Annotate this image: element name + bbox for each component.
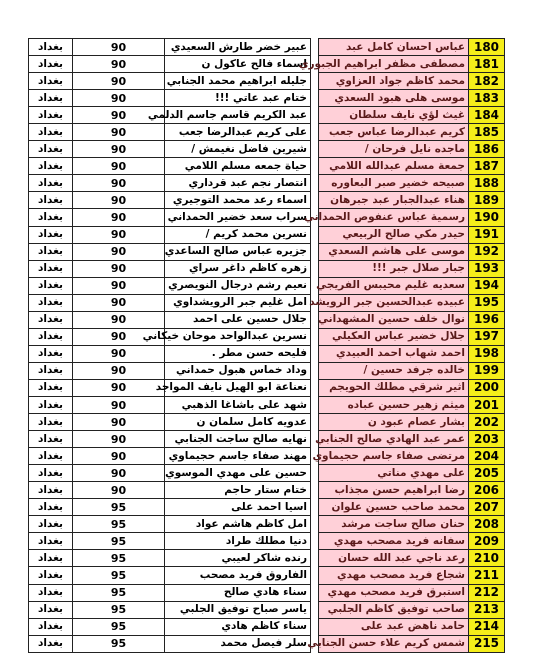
city-cell: بغداد — [29, 635, 73, 652]
city-cell: بغداد — [29, 56, 73, 73]
score-cell: 90 — [73, 294, 165, 311]
row-number-cell: 188 — [469, 175, 505, 192]
score-cell: 90 — [73, 379, 165, 396]
city-cell: بغداد — [29, 516, 73, 533]
table-row — [29, 362, 505, 379]
table-row — [29, 516, 505, 533]
city-cell: بغداد — [29, 294, 73, 311]
name-cell: محمد كاظم جواد العزاوي — [319, 73, 469, 90]
parent-name-cell: اسماء رعد محمد التوجيري — [165, 192, 311, 209]
parent-name-cell: مهند صفاء جاسم حجيماوي — [165, 448, 311, 465]
parent-name-cell: نعناعة ابو الهيل نايف المواجد — [165, 379, 311, 396]
score-cell: 90 — [73, 39, 165, 56]
score-cell: 90 — [73, 192, 165, 209]
table-row — [29, 533, 505, 550]
score-cell: 90 — [73, 431, 165, 448]
table-row — [29, 618, 505, 635]
parent-name-cell: جلال حسين على احمد — [165, 311, 311, 328]
name-cell: عمر عبد الهادي صالح الجنابي — [319, 431, 469, 448]
column-gap — [311, 567, 319, 584]
table-row — [29, 328, 505, 345]
row-number-cell: 214 — [469, 618, 505, 635]
score-cell: 90 — [73, 73, 165, 90]
parent-name-cell: حياة جمعه مسلم اللامي — [165, 158, 311, 175]
table-row — [29, 448, 505, 465]
city-cell: بغداد — [29, 192, 73, 209]
row-number-cell: 192 — [469, 243, 505, 260]
parent-name-cell: سراب سعد خضير الحمداني — [165, 209, 311, 226]
score-cell: 90 — [73, 260, 165, 277]
city-cell: بغداد — [29, 550, 73, 567]
score-cell: 90 — [73, 396, 165, 413]
score-cell: 95 — [73, 567, 165, 584]
city-cell: بغداد — [29, 328, 73, 345]
name-cell: شمس كريم علاء حسن الجنابي — [319, 635, 469, 652]
parent-name-cell: نسرين عبدالواحد موحان خيكاني — [165, 328, 311, 345]
name-cell: محمد صاحب حسين علوان — [319, 499, 469, 516]
row-number-cell: 185 — [469, 124, 505, 141]
row-number-cell: 213 — [469, 601, 505, 618]
column-gap — [311, 90, 319, 107]
city-cell: بغداد — [29, 482, 73, 499]
city-cell: بغداد — [29, 141, 73, 158]
table-row — [29, 277, 505, 294]
column-gap — [311, 243, 319, 260]
parent-name-cell: عبد الكريم قاسم جاسم الدلمي — [165, 107, 311, 124]
column-gap — [311, 414, 319, 431]
row-number-cell: 184 — [469, 107, 505, 124]
row-number-cell: 201 — [469, 396, 505, 413]
city-cell: بغداد — [29, 431, 73, 448]
column-gap — [311, 533, 319, 550]
table-row — [29, 482, 505, 499]
name-cell: سعديه غليم محيبس الفريجي — [319, 277, 469, 294]
parent-name-cell: نسرين محمد كريم / — [165, 226, 311, 243]
score-cell: 90 — [73, 209, 165, 226]
column-gap — [311, 516, 319, 533]
parent-name-cell: على كريم عبدالرضا جعب — [165, 124, 311, 141]
column-gap — [311, 124, 319, 141]
row-number-cell: 195 — [469, 294, 505, 311]
name-cell: مرتضى صفاء جاسم حجيماوي — [319, 448, 469, 465]
score-cell: 90 — [73, 311, 165, 328]
parent-name-cell: امل غليم جبر الرويشداوي — [165, 294, 311, 311]
row-number-cell: 193 — [469, 260, 505, 277]
name-cell: عبيده عبدالحسين جبر الرويشد — [319, 294, 469, 311]
city-cell: بغداد — [29, 379, 73, 396]
row-number-cell: 202 — [469, 414, 505, 431]
parent-name-cell: سناء هادي صالح — [165, 584, 311, 601]
parent-name-cell: نعيم رشم درجال النويصري — [165, 277, 311, 294]
name-cell: رضا ابراهيم حسن مجذاب — [319, 482, 469, 499]
row-number-cell: 200 — [469, 379, 505, 396]
parent-name-cell: انتصار نجم عبد قرداري — [165, 175, 311, 192]
city-cell: بغداد — [29, 277, 73, 294]
name-cell: جبار صلال جبر !!! — [319, 260, 469, 277]
name-cell: ميثم زهير حسين عباده — [319, 396, 469, 413]
city-cell: بغداد — [29, 414, 73, 431]
parent-name-cell: فليحه حسن مطر . — [165, 345, 311, 362]
parent-name-cell: عبير خضر طارش السعيدي — [165, 39, 311, 56]
name-cell: رسمية عباس عنفوص الحمداني — [319, 209, 469, 226]
name-cell: ماجده نايل فرحان / — [319, 141, 469, 158]
city-cell: بغداد — [29, 107, 73, 124]
column-gap — [311, 379, 319, 396]
table-row — [29, 90, 505, 107]
column-gap — [311, 482, 319, 499]
column-gap — [311, 226, 319, 243]
table-row — [29, 56, 505, 73]
row-number-cell: 199 — [469, 362, 505, 379]
row-number-cell: 196 — [469, 311, 505, 328]
score-cell: 95 — [73, 584, 165, 601]
name-cell: اثير شرقي مطلك الحويجم — [319, 379, 469, 396]
name-cell: جمعة مسلم عبدالله اللامي — [319, 158, 469, 175]
score-cell: 90 — [73, 277, 165, 294]
column-gap — [311, 584, 319, 601]
score-cell: 95 — [73, 550, 165, 567]
table-row — [29, 243, 505, 260]
city-cell: بغداد — [29, 226, 73, 243]
row-number-cell: 205 — [469, 465, 505, 482]
score-cell: 95 — [73, 601, 165, 618]
name-cell: رعد ناجي عبد الله حسان — [319, 550, 469, 567]
table-row — [29, 396, 505, 413]
table-row — [29, 431, 505, 448]
name-cell: صاحب توفيق كاظم الجلبي — [319, 601, 469, 618]
parent-name-cell: عدويه كامل سلمان ن — [165, 414, 311, 431]
name-cell: غيث لؤي نايف سلطان — [319, 107, 469, 124]
row-number-cell: 190 — [469, 209, 505, 226]
score-cell: 95 — [73, 618, 165, 635]
table-row — [29, 499, 505, 516]
score-cell: 95 — [73, 499, 165, 516]
column-gap — [311, 107, 319, 124]
row-number-cell: 203 — [469, 431, 505, 448]
row-number-cell: 191 — [469, 226, 505, 243]
data-sheet — [28, 38, 504, 653]
table-row — [29, 601, 505, 618]
table-row — [29, 39, 505, 56]
score-cell: 90 — [73, 124, 165, 141]
row-number-cell: 197 — [469, 328, 505, 345]
column-gap — [311, 39, 319, 56]
column-gap — [311, 618, 319, 635]
table-row — [29, 175, 505, 192]
column-gap — [311, 345, 319, 362]
parent-name-cell: اسماء فالح عاكول ن — [165, 56, 311, 73]
parent-name-cell: رنده شاكر لعيبي — [165, 550, 311, 567]
city-cell: بغداد — [29, 396, 73, 413]
city-cell: بغداد — [29, 567, 73, 584]
city-cell: بغداد — [29, 124, 73, 141]
name-cell: حامد ناهض عبد على — [319, 618, 469, 635]
score-cell: 90 — [73, 90, 165, 107]
column-gap — [311, 601, 319, 618]
column-gap — [311, 175, 319, 192]
city-cell: بغداد — [29, 158, 73, 175]
parent-name-cell: جليله ابراهيم محمد الجنابي — [165, 73, 311, 90]
table-row — [29, 260, 505, 277]
column-gap — [311, 158, 319, 175]
row-number-cell: 210 — [469, 550, 505, 567]
score-cell: 90 — [73, 362, 165, 379]
score-cell: 95 — [73, 516, 165, 533]
column-gap — [311, 396, 319, 413]
row-number-cell: 198 — [469, 345, 505, 362]
row-number-cell: 182 — [469, 73, 505, 90]
name-cell: خالده جرفد حسين / — [319, 362, 469, 379]
score-cell: 90 — [73, 107, 165, 124]
column-gap — [311, 465, 319, 482]
city-cell: بغداد — [29, 90, 73, 107]
name-cell: كريم عبدالرضا عباس جعب — [319, 124, 469, 141]
table-row — [29, 107, 505, 124]
parent-name-cell: حسين على مهدي الموسوي — [165, 465, 311, 482]
score-cell: 90 — [73, 328, 165, 345]
name-cell: مصطفى مظفر ابراهيم الجبوري — [319, 56, 469, 73]
table-row — [29, 584, 505, 601]
score-cell: 90 — [73, 465, 165, 482]
name-cell: صبيحه خضير صبر البعاوره — [319, 175, 469, 192]
parent-name-cell: الفاروق فريد مصحب — [165, 567, 311, 584]
parent-name-cell: شيرين فاضل نغيمش / — [165, 141, 311, 158]
score-cell: 90 — [73, 482, 165, 499]
table-row — [29, 567, 505, 584]
table-row — [29, 73, 505, 90]
table-row — [29, 465, 505, 482]
row-number-cell: 186 — [469, 141, 505, 158]
column-gap — [311, 328, 319, 345]
row-number-cell: 208 — [469, 516, 505, 533]
parent-name-cell: ختام عبد عاتي !!! — [165, 90, 311, 107]
table-row — [29, 226, 505, 243]
parent-name-cell: دنيا مطلك طراد — [165, 533, 311, 550]
name-cell: موسى على هاشم السعدي — [319, 243, 469, 260]
name-cell: شجاع فريد مصحب مهدي — [319, 567, 469, 584]
table-row — [29, 192, 505, 209]
city-cell: بغداد — [29, 362, 73, 379]
city-cell: بغداد — [29, 260, 73, 277]
table-row — [29, 635, 505, 652]
name-cell: على مهدي مناتي — [319, 465, 469, 482]
city-cell: بغداد — [29, 175, 73, 192]
city-cell: بغداد — [29, 465, 73, 482]
row-number-cell: 209 — [469, 533, 505, 550]
table-row — [29, 414, 505, 431]
parent-name-cell: جزيره عباس صالح الساعدي — [165, 243, 311, 260]
city-cell: بغداد — [29, 209, 73, 226]
score-cell: 90 — [73, 414, 165, 431]
score-cell: 90 — [73, 226, 165, 243]
table-row — [29, 379, 505, 396]
parent-name-cell: شهد على باشاغا الذهبي — [165, 396, 311, 413]
score-cell: 90 — [73, 56, 165, 73]
city-cell: بغداد — [29, 584, 73, 601]
city-cell: بغداد — [29, 243, 73, 260]
name-cell: حنان صالح ساجت مرشد — [319, 516, 469, 533]
name-cell: نوال خلف حسين المشهداني — [319, 311, 469, 328]
row-number-cell: 207 — [469, 499, 505, 516]
parent-name-cell: وداد خماس هبول حمداني — [165, 362, 311, 379]
table-row — [29, 158, 505, 175]
column-gap — [311, 260, 319, 277]
score-cell: 90 — [73, 141, 165, 158]
row-number-cell: 187 — [469, 158, 505, 175]
column-gap — [311, 499, 319, 516]
row-number-cell: 189 — [469, 192, 505, 209]
score-cell: 90 — [73, 175, 165, 192]
name-cell: سفانه فريد مصحب مهدي — [319, 533, 469, 550]
score-cell: 90 — [73, 448, 165, 465]
parent-name-cell: اسيا احمد على — [165, 499, 311, 516]
parent-name-cell: نهايه صالح ساجت الجنابي — [165, 431, 311, 448]
name-cell: هناء عبدالجبار عبد جبرهان — [319, 192, 469, 209]
row-number-cell: 183 — [469, 90, 505, 107]
city-cell: بغداد — [29, 601, 73, 618]
table-row — [29, 124, 505, 141]
name-cell: احمد شهاب احمد العبيدي — [319, 345, 469, 362]
score-cell: 90 — [73, 158, 165, 175]
city-cell: بغداد — [29, 311, 73, 328]
row-number-cell: 211 — [469, 567, 505, 584]
table-row — [29, 311, 505, 328]
city-cell: بغداد — [29, 499, 73, 516]
parent-name-cell: سناء كاظم هادي — [165, 618, 311, 635]
records-table-body — [29, 39, 505, 653]
name-cell: بشار عصام عبود ن — [319, 414, 469, 431]
records-table — [28, 38, 505, 653]
score-cell: 95 — [73, 635, 165, 652]
parent-name-cell: ياسر صباح توفيق الجلبي — [165, 601, 311, 618]
row-number-cell: 215 — [469, 635, 505, 652]
city-cell: بغداد — [29, 533, 73, 550]
city-cell: بغداد — [29, 618, 73, 635]
name-cell: استبرق فريد مصحب مهدي — [319, 584, 469, 601]
row-number-cell: 180 — [469, 39, 505, 56]
score-cell: 90 — [73, 243, 165, 260]
table-row — [29, 209, 505, 226]
row-number-cell: 206 — [469, 482, 505, 499]
parent-name-cell: امل كاظم هاشم عواد — [165, 516, 311, 533]
column-gap — [311, 141, 319, 158]
table-row — [29, 141, 505, 158]
city-cell: بغداد — [29, 448, 73, 465]
column-gap — [311, 550, 319, 567]
column-gap — [311, 192, 319, 209]
parent-name-cell: ختام ستار حاجم — [165, 482, 311, 499]
score-cell: 90 — [73, 345, 165, 362]
row-number-cell: 194 — [469, 277, 505, 294]
row-number-cell: 181 — [469, 56, 505, 73]
name-cell: موسى هلى هبود السعدي — [319, 90, 469, 107]
row-number-cell: 204 — [469, 448, 505, 465]
parent-name-cell: زهره كاظم داغر سراي — [165, 260, 311, 277]
row-number-cell: 212 — [469, 584, 505, 601]
name-cell: جلال خضير عباس العكيلي — [319, 328, 469, 345]
column-gap — [311, 362, 319, 379]
city-cell: بغداد — [29, 345, 73, 362]
name-cell: عباس احسان كامل عبد — [319, 39, 469, 56]
city-cell: بغداد — [29, 39, 73, 56]
table-row — [29, 345, 505, 362]
table-row — [29, 294, 505, 311]
score-cell: 95 — [73, 533, 165, 550]
city-cell: بغداد — [29, 73, 73, 90]
name-cell: حيدر مكي صالح الربيعي — [319, 226, 469, 243]
column-gap — [311, 73, 319, 90]
table-row — [29, 550, 505, 567]
parent-name-cell: سلر فيصل محمد — [165, 635, 311, 652]
